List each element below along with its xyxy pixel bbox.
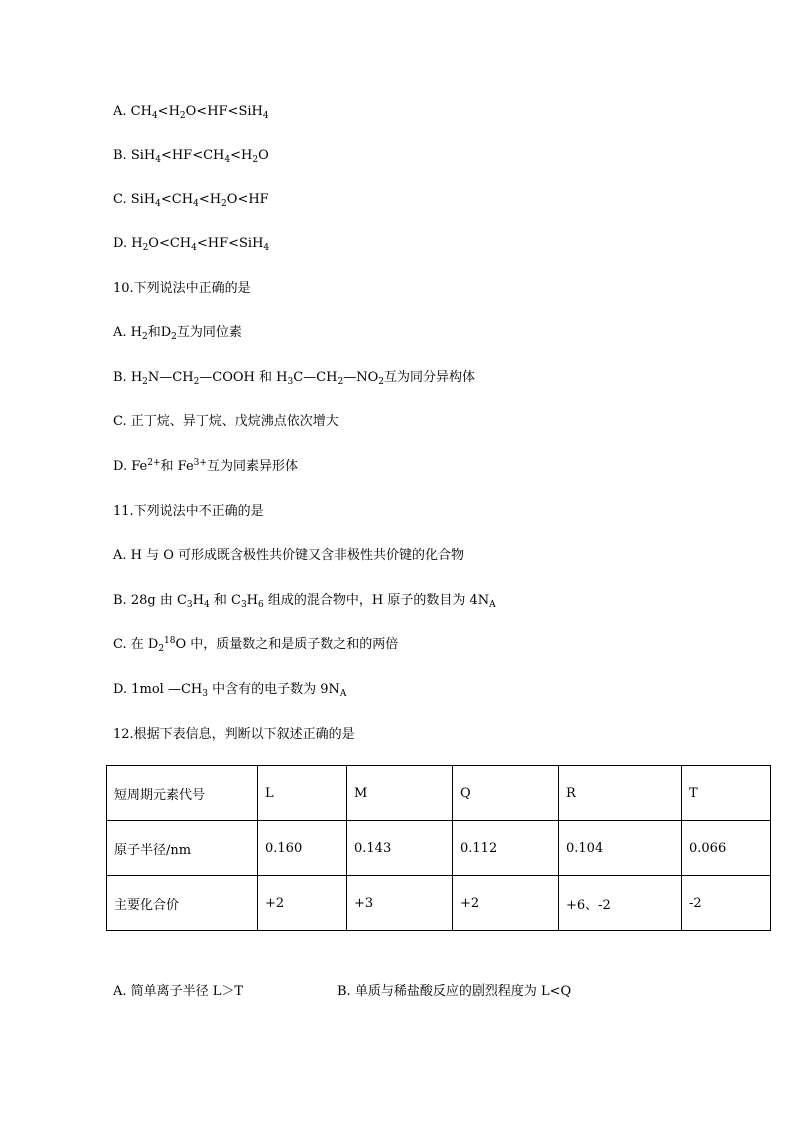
text: —COOH 和 H [199,370,288,385]
text: B. 28g 由 C [113,593,187,608]
subscript: 4 [155,155,161,165]
subscript: 2 [221,199,227,209]
text: D. Fe [113,459,148,474]
subscript: 4 [224,155,231,165]
text: <HF<SiH [196,236,264,251]
text: D. 1mol —CH [113,682,203,697]
q10-stem: 10.下列说法中正确的是 [113,281,251,296]
subscript: 4 [151,111,158,121]
subscript: 2 [337,377,344,387]
q9-option-d [113,236,269,252]
text: O<CH [148,236,192,251]
subscript: 3 [186,600,193,610]
text: N—CH [147,370,194,385]
superscript: 2+ [147,458,161,468]
table-cell: -2 [682,876,771,931]
text: B. H [113,370,143,385]
text: H [192,593,204,608]
subscript: 3 [287,377,294,387]
text: <H [157,104,180,119]
text: 组成的混合物中，H 原子的数目为 4N [263,593,490,608]
table-cell: 短周期元素代号 [107,766,258,821]
q10-option-a [113,325,242,341]
superscript: 3+ [193,458,207,468]
q9-option-c [113,192,269,208]
table-cell: 0.143 [347,821,453,876]
q9-option-b [113,148,269,164]
text: <HF<CH [160,148,225,163]
q11-option-c [113,637,398,653]
table-cell: +3 [347,876,453,931]
text: 互为同素异形体 [206,459,298,474]
q10-option-c: C. 正丁烷、异丁烷、戊烷沸点依次增大 [113,414,339,429]
q12-stem: 12.根据下表信息，判断以下叙述正确的是 [113,727,355,742]
text: C. SiH [113,192,156,207]
text: <H [230,148,253,163]
q11-stem: 11.下列说法中不正确的是 [113,504,264,519]
table-cell: T [682,766,771,821]
subscript: 2 [142,332,148,342]
text: D. H [113,236,143,251]
subscript: 4 [193,199,199,209]
table-cell: 0.104 [559,821,682,876]
q12-option-a: A. 简单离子半径 L＞T [113,984,244,999]
subscript: 2 [142,377,148,387]
subscript: A [489,600,496,610]
table-cell: M [347,766,453,821]
text: —NO [343,370,379,385]
subscript: 4 [263,243,270,253]
subscript: 2 [142,243,149,253]
q10-option-b [113,370,475,386]
text: C. 在 D [113,637,159,652]
text: O<HF<SiH [185,104,263,119]
table-cell: +6、-2 [559,876,682,931]
subscript: A [339,689,347,699]
table-cell: +2 [453,876,559,931]
table-cell: Q [453,766,559,821]
table-cell: 0.160 [258,821,347,876]
subscript: 6 [258,600,264,610]
text: 互为同分异构体 [383,370,475,385]
q12-option-b: B. 单质与稀盐酸反应的剧烈程度为 L<Q [337,984,572,999]
subscript: 3 [202,689,208,699]
text: 和 Fe [160,459,194,474]
q11-option-d [113,682,346,698]
subscript: 3 [240,600,247,610]
subscript: 2 [158,644,165,654]
table-cell: L [258,766,347,821]
text: O [258,148,269,163]
q11-option-b [113,593,496,609]
text: 和 C [209,593,241,608]
text: 中含有的电子数为 9N [207,682,340,697]
q11-option-a: A. H 与 O 可形成既含极性共价键又含非极性共价键的化合物 [113,548,465,563]
text: O<HF [226,192,269,207]
table-cell: +2 [258,876,347,931]
text: H [246,593,259,608]
subscript: 2 [171,332,177,342]
text: <H [198,192,222,207]
q10-option-d [113,459,298,475]
element-info-table [106,765,771,931]
text: C—CH [293,370,338,385]
table-row [107,876,771,931]
text: B. SiH [113,148,156,163]
table-row [107,766,771,821]
subscript: 4 [262,111,269,121]
table-row [107,821,771,876]
subscript: 4 [191,243,197,253]
text: O 中，质量数之和是质子数之和的两倍 [175,637,399,652]
subscript: 4 [155,199,161,209]
text: 和D [147,325,172,340]
subscript: 2 [179,111,186,121]
superscript: 18 [164,636,176,646]
text: A. H [113,325,142,340]
text: <CH [160,192,194,207]
table-cell: 0.112 [453,821,559,876]
table-cell: 主要化合价 [107,876,258,931]
table-cell: R [559,766,682,821]
subscript: 2 [378,377,384,387]
text: A. CH [113,104,152,119]
subscript: 4 [203,600,210,610]
table-cell: 原子半径/nm [107,821,258,876]
table-cell: 0.066 [682,821,771,876]
subscript: 2 [252,155,259,165]
subscript: 2 [193,377,200,387]
q9-option-a [113,104,269,120]
text: 互为同位素 [176,325,242,340]
